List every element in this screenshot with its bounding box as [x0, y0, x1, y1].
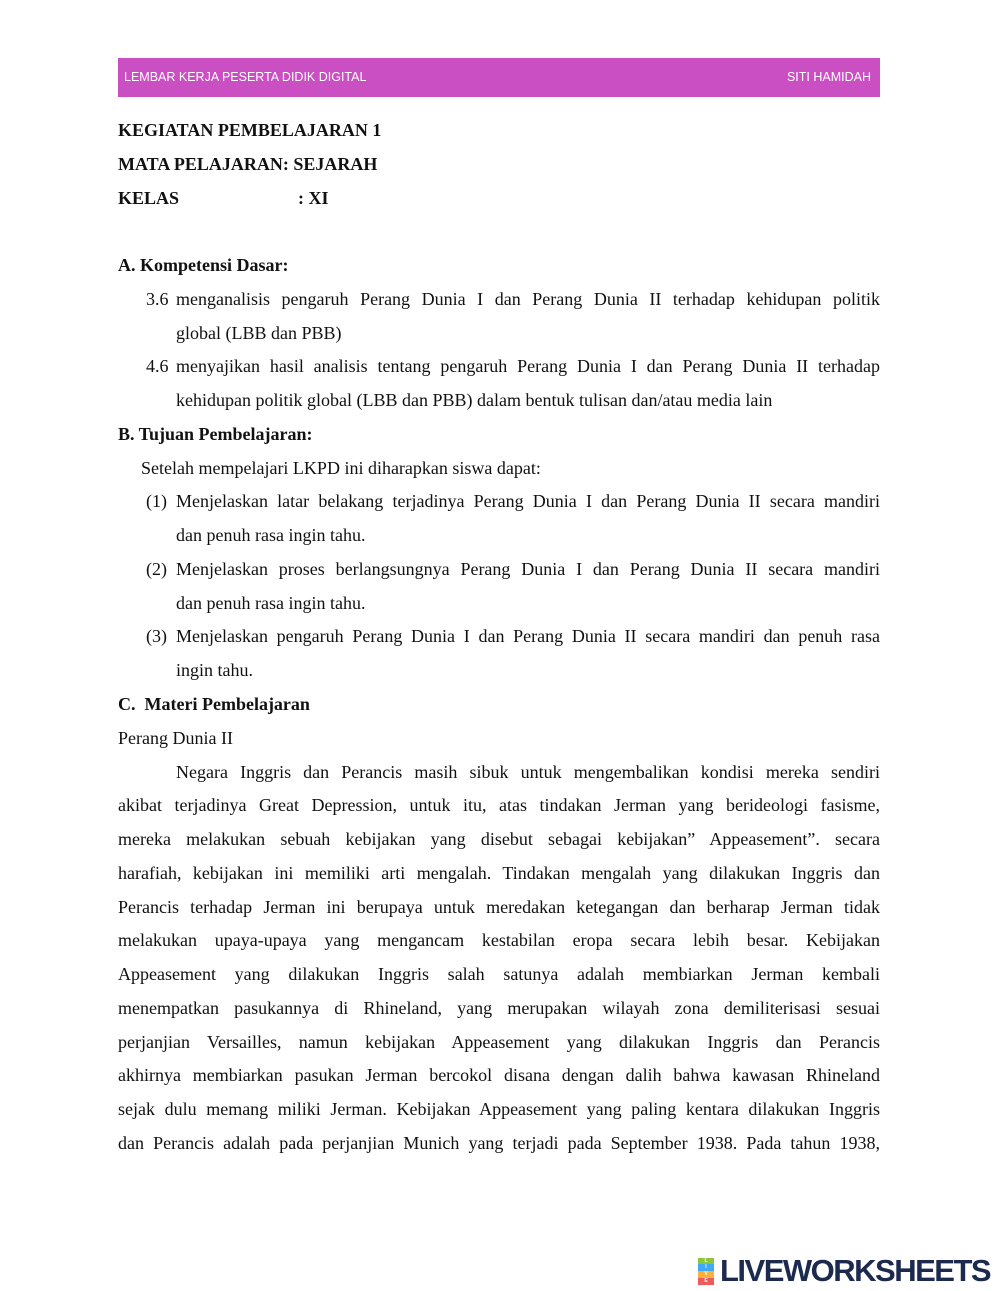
logo-icon-cell: V [698, 1271, 714, 1278]
competency-line: kehidupan politik global (LBB dan PBB) dalam bentuk tulisan dan/atau media lain [176, 390, 773, 411]
header-bar [118, 58, 880, 97]
class-label: KELAS [118, 187, 180, 208]
objective-text [176, 553, 880, 621]
competency-item [118, 283, 880, 351]
competency-line: global (LBB dan PBB) [176, 322, 342, 343]
objective-line: dan penuh rasa ingin tahu. [176, 592, 366, 613]
objective-item [118, 553, 880, 621]
objective-text [176, 485, 880, 553]
paragraph-line: dan Perancis adalah pada perjanjian Munich yang terjadi pada September 1938. Pada tahun 1938, [118, 1132, 880, 1153]
objective-line: dan penuh rasa ingin tahu. [176, 525, 366, 546]
paragraph-line: perjanjian Versailles, namun kebijakan Appeasement yang dilakukan Inggris dan Perancis [118, 1031, 880, 1052]
section-b-heading: B. Tujuan Pembelajaran: [118, 423, 313, 444]
material-subheading: Perang Dunia II [118, 727, 233, 748]
material-paragraph [118, 756, 880, 1161]
class-row [118, 182, 880, 216]
objective-item [118, 620, 880, 688]
objective-line: Menjelaskan latar belakang terjadinya Perang Dunia I dan Perang Dunia II secara mandiri [176, 491, 880, 512]
competency-number: 4.6 [146, 356, 169, 377]
paragraph-line: mereka melakukan sebuah kebijakan yang disebut sebagai kebijakan” Appeasement”. secara [118, 829, 880, 850]
subject-title: MATA PELAJARAN: SEJARAH [118, 153, 378, 174]
competency-text [176, 283, 880, 351]
competency-item [118, 350, 880, 418]
competency-text [176, 350, 880, 418]
competency-line: menganalisis pengaruh Perang Dunia I dan Perang Dunia II terhadap kehidupan politik [176, 288, 880, 309]
liveworksheets-logo [698, 1254, 992, 1288]
objective-text [176, 620, 880, 688]
paragraph-line: Perancis terhadap Jerman ini berupaya untuk meredakan ketegangan dan berharap Jerman tidak [118, 896, 880, 917]
liveworksheets-icon [698, 1258, 714, 1285]
objective-item [118, 485, 880, 553]
logo-icon-cell: L [698, 1258, 714, 1265]
class-value: : XI [298, 187, 329, 208]
objective-line: Menjelaskan proses berlangsungnya Perang Dunia I dan Perang Dunia II secara mandiri [176, 558, 880, 579]
document-body [118, 114, 880, 1161]
competency-line: menyajikan hasil analisis tentang pengaruh Perang Dunia I dan Perang Dunia II terhadap [176, 356, 880, 377]
objective-number: (2) [146, 558, 167, 579]
paragraph-line: Appeasement yang dilakukan Inggris salah satunya adalah membiarkan Jerman kembali [118, 964, 880, 985]
paragraph-line: akhirnya membiarkan pasukan Jerman bercokol disana dengan dalih bahwa kawasan Rhineland [118, 1065, 880, 1086]
objective-line: Menjelaskan pengaruh Perang Dunia I dan Perang Dunia II secara mandiri dan penuh rasa [176, 626, 880, 647]
paragraph-line: akibat terjadinya Great Depression, untuk itu, atas tindakan Jerman yang berideologi fasisme, [118, 795, 880, 816]
logo-icon-cell: I [698, 1264, 714, 1271]
objective-line: ingin tahu. [176, 660, 253, 681]
objective-number: (3) [146, 626, 167, 647]
paragraph-line: sejak dulu memang miliki Jerman. Kebijakan Appeasement yang paling kentara dilakukan Inggris [118, 1099, 880, 1120]
blank-line [118, 215, 880, 249]
competency-number: 3.6 [146, 288, 169, 309]
activity-title: KEGIATAN PEMBELAJARAN 1 [118, 120, 382, 140]
header-title: LEMBAR KERJA PESERTA DIDIK DIGITAL [124, 70, 367, 84]
section-a-heading: A. Kompetensi Dasar: [118, 255, 289, 276]
header-author: SITI HAMIDAH [786, 70, 871, 84]
liveworksheets-wordmark: LIVEWORKSHEETS [720, 1254, 991, 1288]
paragraph-line: Negara Inggris dan Perancis masih sibuk untuk mengembalikan kondisi mereka sendiri [176, 761, 880, 782]
section-c-heading: C. Materi Pembelajaran [118, 694, 310, 715]
logo-icon-cell: E [698, 1278, 714, 1285]
objectives-intro: Setelah mempelajari LKPD ini diharapkan siswa dapat: [141, 457, 541, 478]
paragraph-line: menempatkan pasukannya di Rhineland, yang merupakan wilayah zona demiliterisasi sesuai [118, 997, 880, 1018]
paragraph-line: melakukan upaya-upaya yang mengancam kestabilan eropa secara lebih besar. Kebijakan [118, 930, 880, 951]
objective-number: (1) [146, 491, 167, 512]
paragraph-line: harafiah, kebijakan ini memiliki arti mengalah. Tindakan mengalah yang dilakukan Inggris dan [118, 862, 880, 883]
